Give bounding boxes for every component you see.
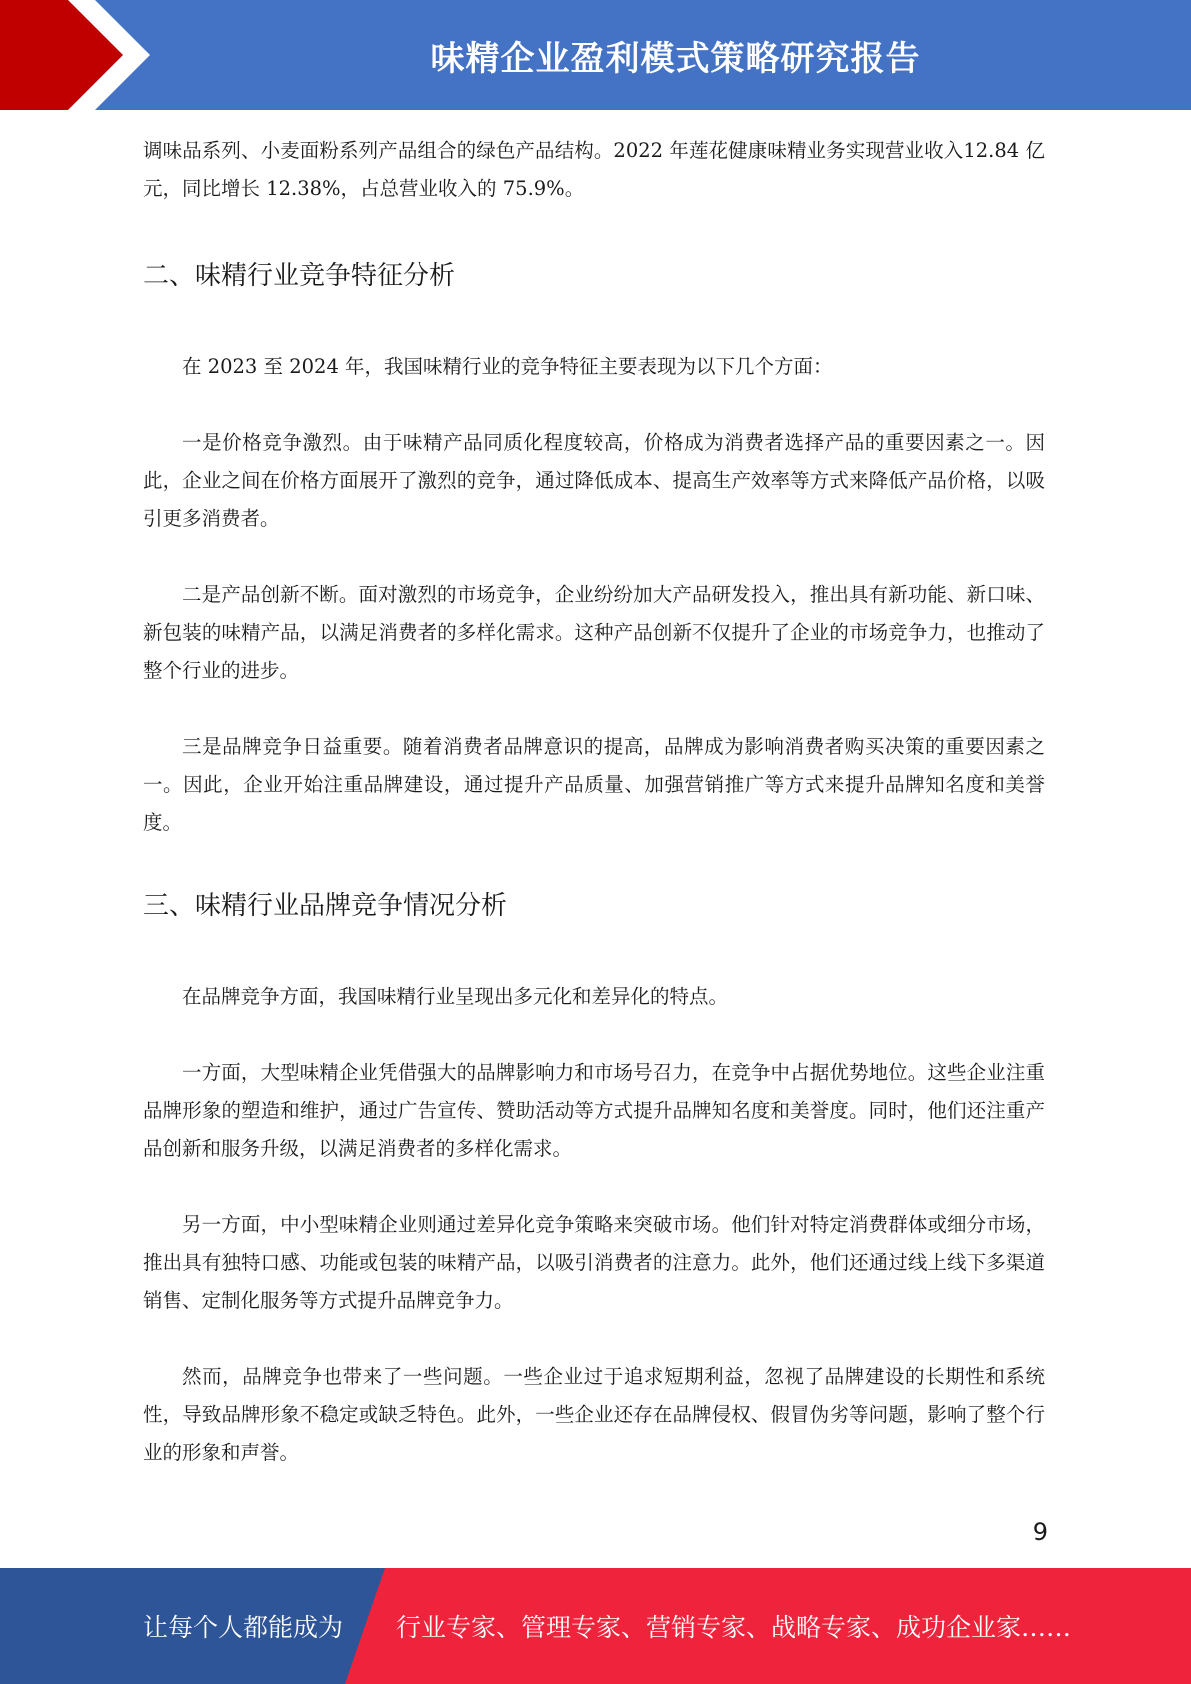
section-heading-3: 三、味精行业品牌竞争情况分析 xyxy=(143,891,508,921)
paragraph-2: 在 2023 至 2024 年，我国味精行业的竞争特征主要表现为以下几个方面： xyxy=(182,355,833,378)
paragraph-9: 然而，品牌竞争也带来了一些问题。一些企业过于追求短期利益，忽视了品牌建设的长期性和系统性，导致品牌形象不稳定或缺乏特色。此外，一些企业还存在品牌侵权、假冒伪劣等问题，影响了整个行业的形象和声誉。 xyxy=(143,1365,1045,1464)
paragraph-7: 一方面，大型味精企业凭借强大的品牌影响力和市场号召力，在竞争中占据优势地位。这些企业注重品牌形象的塑造和维护，通过广告宣传、赞助活动等方式提升品牌知名度和美誉度。同时，他们还注重产品创新和服务升级，以满足消费者的多样化需求。 xyxy=(143,1061,1045,1160)
footer-slogan-right: 行业专家、管理专家、营销专家、战略专家、成功企业家…… xyxy=(396,1613,1072,1642)
paragraph-1: 调味品系列、小麦面粉系列产品组合的绿色产品结构。2022 年莲花健康味精业务实现营业收入12.84 亿元，同比增长 12.38%，占总营业收入的 75.9%。 xyxy=(143,139,1045,200)
page-content xyxy=(143,132,1045,1472)
paragraph-3: 一是价格竞争激烈。由于味精产品同质化程度较高，价格成为消费者选择产品的重要因素之一。因此，企业之间在价格方面展开了激烈的竞争，通过降低成本、提高生产效率等方式来降低产品价格，以吸引更多消费者。 xyxy=(143,431,1045,530)
paragraph-8: 另一方面，中小型味精企业则通过差异化竞争策略来突破市场。他们针对特定消费群体或细分市场，推出具有独特口感、功能或包装的味精产品，以吸引消费者的注意力。此外，他们还通过线上线下多渠道销售、定制化服务等方式提升品牌竞争力。 xyxy=(143,1213,1045,1312)
paragraph-5: 三是品牌竞争日益重要。随着消费者品牌意识的提高，品牌成为影响消费者购买决策的重要因素之一。因此，企业开始注重品牌建设，通过提升产品质量、加强营销推广等方式来提升品牌知名度和美誉度。 xyxy=(143,735,1045,834)
paragraph-4: 二是产品创新不断。面对激烈的市场竞争，企业纷纷加大产品研发投入，推出具有新功能、新口味、新包装的味精产品，以满足消费者的多样化需求。这种产品创新不仅提升了企业的市场竞争力，也推动了整个行业的进步。 xyxy=(143,583,1045,682)
paragraph-6: 在品牌竞争方面，我国味精行业呈现出多元化和差异化的特点。 xyxy=(182,985,729,1008)
page-number: 9 xyxy=(1032,1518,1048,1546)
header-chevron-decoration xyxy=(0,0,160,110)
page-footer xyxy=(0,1568,1191,1684)
page-header xyxy=(0,0,1191,110)
report-title: 味精企业盈利模式策略研究报告 xyxy=(430,38,921,79)
section-heading-2: 二、味精行业竞争特征分析 xyxy=(143,261,456,291)
footer-slogan-left: 让每个人都能成为 xyxy=(143,1613,344,1642)
